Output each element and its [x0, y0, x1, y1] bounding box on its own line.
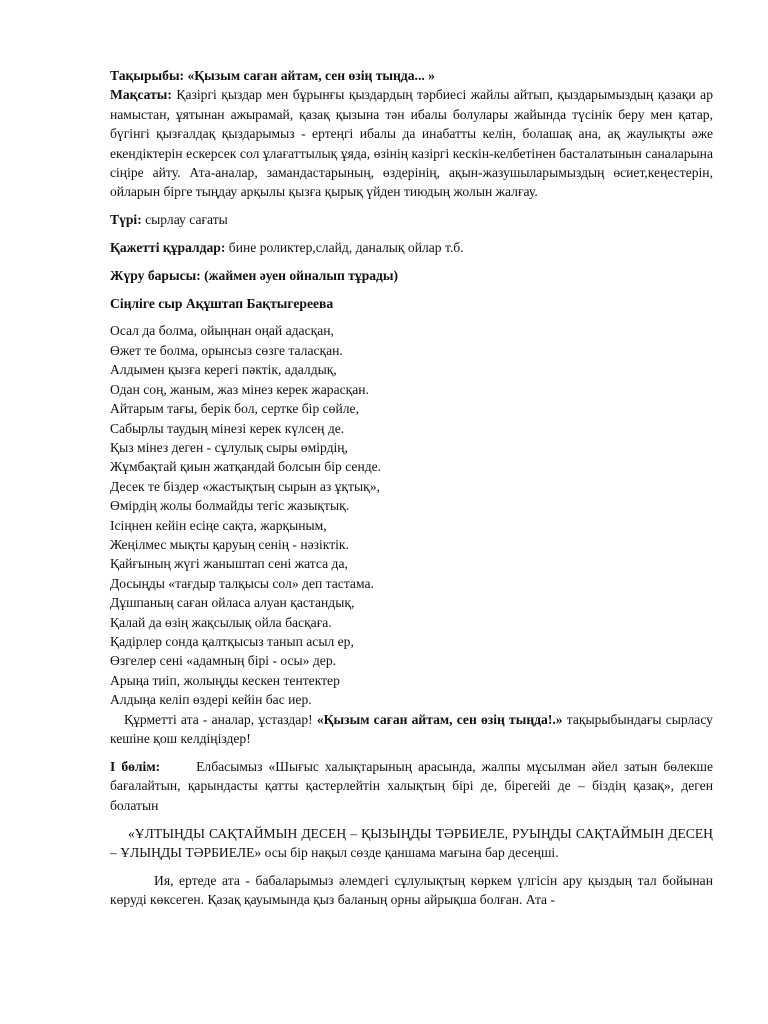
poem-line: Өзгелер сені «адамның бірі - осы» дер.	[110, 653, 337, 669]
topic-label: Тақырыбы:	[110, 68, 185, 83]
poem-title: Сіңліге сыр Ақұштап Бақтыгереева	[110, 296, 334, 312]
greeting-suffix: тақырыбындағы сырласу кешіне қош келдіңіздер!	[110, 711, 713, 746]
topic-title: «Қызым саған айтам, сен өзің тыңда... »	[187, 68, 435, 83]
progress-heading: Жүру барысы: (жаймен әуен ойналып тұрады)	[110, 268, 399, 284]
poem-line: Досыңды «тағдыр талқысы сол» деп тастама.	[110, 575, 374, 591]
part1-label: І бөлім:	[110, 758, 161, 774]
greeting-paragraph	[110, 710, 713, 749]
document-page	[110, 66, 713, 910]
tools-label: Қажетті құралдар:	[110, 240, 226, 256]
closing-paragraph: Ия, ертеде ата - бабаларымыз әлемдегі сұлулықтың көркем үлгісін ару қыздың тал бойынан көруді көксеген. Қазақ қауымында қыз баланың орны айрықша болған. Ата -	[110, 872, 713, 908]
poem-line: Айтарым тағы, берік бол, сертке бір сөйле,	[110, 401, 359, 417]
tools-line	[110, 238, 713, 257]
poem-line: Жеңілмес мықты қаруың сенің - нәзіктік.	[110, 536, 349, 552]
type-text: сырлау сағаты	[145, 212, 228, 228]
poem-line: Қалай да өзің жақсылық ойла басқаға.	[110, 614, 332, 630]
poem-line: Қайғының жүгі жаныштап сені жатса да,	[110, 556, 348, 572]
poem-line: Дұшпаның саған ойласа алуан қастандық,	[110, 595, 355, 611]
proverb-paragraph: «ҰЛТЫҢДЫ САҚТАЙМЫН ДЕСЕҢ – ҚЫЗЫҢДЫ ТӘРБИЕЛЕ, РУЫҢДЫ САҚТАЙМЫН ДЕСЕҢ – ҰЛЫҢДЫ ТӘРБИЕЛЕ» осы бір нақыл сөзде қаншама мағына бар десеңші.	[110, 825, 713, 861]
poem-line: Қыз мінез деген - сұлулық сыры өмірдің,	[110, 439, 348, 455]
poem-line: Жұмбақтай қиын жатқандай болсын бір сенде.	[110, 459, 382, 475]
poem	[110, 321, 713, 709]
part1-text: Елбасымыз «Шығыс халықтарының арасында, жалпы мұсылман әйел затын бөлекше бағалайтын, қарындасты қатты қастерлейтін халықтың бірі де, бірегейі де – біздің қазақ», деген болатын	[110, 758, 713, 813]
tools-text: бине роликтер,слайд, даналық ойлар т.б.	[228, 240, 464, 256]
poem-line: Алдымен қызға керегі пәктік, адалдық,	[110, 362, 337, 378]
poem-line: Сабырлы таудың мінезі керек күлсең де.	[110, 420, 345, 436]
goal-paragraph	[110, 85, 713, 201]
type-line	[110, 210, 713, 229]
poem-line: Десек те біздер «жастықтың сырын аз ұқтық»,	[110, 478, 380, 494]
greeting-title: «Қызым саған айтам, сен өзің тыңда!.»	[316, 711, 563, 727]
topic-line	[110, 66, 713, 85]
poem-line: Алдыңа келіп өздері кейін бас иер.	[110, 692, 312, 708]
poem-line: Өмірдің жолы болмайды тегіс жазықтық.	[110, 498, 350, 514]
poem-line: Осал да болма, ойыңнан оңай адасқан,	[110, 323, 334, 339]
poem-line: Өжет те болма, орынсыз сөзге таласқан.	[110, 342, 343, 358]
greeting-prefix: Құрметті ата - аналар, ұстаздар!	[124, 711, 313, 727]
type-label: Түрі:	[110, 212, 142, 228]
poem-line: Одан соң, жаным, жаз мінез керек жарасқан.	[110, 381, 369, 397]
part1-paragraph	[110, 757, 713, 815]
poem-line: Арыңа тиіп, жолыңды кескен тентектер	[110, 672, 340, 688]
poem-line: Қадірлер сонда қалтқысыз танып асыл ер,	[110, 633, 354, 649]
poem-line: Ісіңнен кейін есіңе сақта, жарқыным,	[110, 517, 327, 533]
goal-text: Қазіргі қыздар мен бұрынғы қыздардың тәрбиесі жайлы айтып, қыздарымыздың қазақи ар намыстан, ұятынан ажырамай, қазақ қызына тән ибалы болулары жайында түсінік беру мен қатар, бүгінгі қызғалдақ қыздарымыз - ертеңгі ибалы да инабатты келін, болашақ ана, ақ жаулықты әже екендіктерін ескерсек сол ұлағаттылық ұяда, өзінің казіргі кескін-келбетінен басталатынын саналарына сіңіре айту. Ата-аналар, замандастарының, өздерінің, ақын-жазушыларымыздың өсиет,кеңестерін, ойларын бірге тыңдау арқылы қызға қырық үйден тиюдың жолын жалғау.	[110, 87, 713, 200]
goal-label: Мақсаты:	[110, 87, 172, 103]
